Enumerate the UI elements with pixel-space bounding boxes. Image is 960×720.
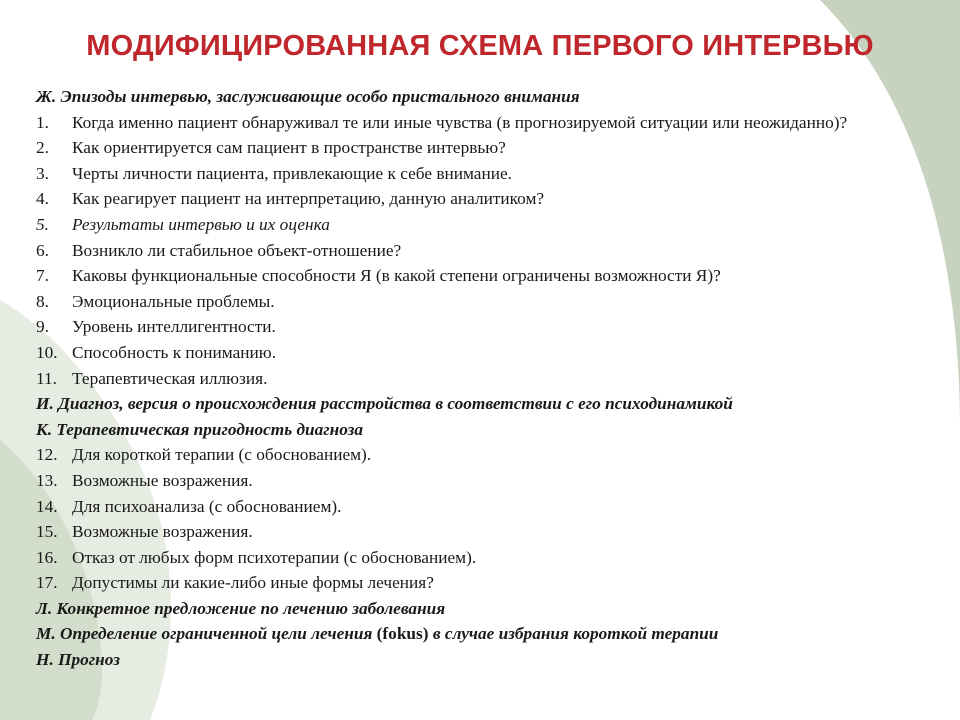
list-item-text: Допустимы ли какие-либо иные формы лечения?	[72, 573, 434, 593]
list-item-text: Возможные возражения.	[72, 470, 253, 490]
list-item-number: 4.	[36, 189, 49, 209]
section-heading-zh: Ж. Эпизоды интервью, заслуживающие особо пристального внимания	[36, 87, 580, 106]
heading-m-part-2: в случае избрания короткой терапии	[428, 624, 719, 644]
list-item-11	[36, 366, 916, 392]
list-item-number: 1.	[36, 112, 49, 132]
list-item-16	[36, 545, 916, 571]
slide-content	[36, 84, 916, 673]
list-item-9	[36, 314, 916, 340]
list-item-number: 16.	[36, 547, 58, 567]
list-item-number: 3.	[36, 163, 49, 183]
list-item-text: Результаты интервью и их оценка	[72, 214, 330, 234]
section-heading-k: К. Терапевтическая пригодность диагноза	[36, 419, 364, 439]
list-item-number: 10.	[36, 342, 58, 362]
list-item-number: 14.	[36, 496, 58, 516]
list-item-1	[36, 110, 916, 136]
list-item-17	[36, 570, 916, 596]
list-item-14	[36, 494, 916, 520]
list-item-number: 15.	[36, 522, 58, 542]
list-item-text: Каковы функциональные способности Я (в какой степени ограничены возможности Я)?	[72, 266, 721, 286]
list-item-text: Возникло ли стабильное объект-отношение?	[72, 240, 402, 260]
list-item-12	[36, 442, 916, 468]
list-item-text: Терапевтическая иллюзия.	[72, 368, 268, 388]
list-item-number: 9.	[36, 317, 49, 337]
heading-m-part-1: М. Определение ограниченной цели лечения	[36, 624, 377, 644]
slide-title: МОДИФИЦИРОВАННАЯ СХЕМА ПЕРВОГО ИНТЕРВЬЮ	[86, 30, 874, 62]
list-item-number: 6.	[36, 240, 49, 260]
list-item-text: Как реагирует пациент на интерпретацию, данную аналитиком?	[72, 189, 545, 209]
list-item-text: Когда именно пациент обнаруживал те или иные чувства (в прогнозируемой ситуации или неожиданно)?	[72, 112, 848, 132]
list-item-number: 13.	[36, 470, 58, 490]
list-item-5	[36, 212, 916, 238]
list-item-number: 7.	[36, 266, 49, 286]
list-item-text: Отказ от любых форм психотерапии (с обоснованием).	[72, 547, 477, 567]
section-heading-i: И. Диагноз, версия о происхождения расстройства в соответствии с его психодинамикой	[36, 394, 733, 414]
list-item-15	[36, 519, 916, 545]
list-item-3	[36, 161, 916, 187]
section-heading-n: Н. Прогноз	[36, 650, 120, 670]
list-item-text: Как ориентируется сам пациент в пространстве интервью?	[72, 138, 506, 158]
list-item-number: 2.	[36, 138, 49, 158]
list-item-text: Черты личности пациента, привлекающие к себе внимание.	[72, 163, 512, 183]
list-item-number: 17.	[36, 573, 58, 593]
list-item-7	[36, 263, 916, 289]
list-item-4	[36, 186, 916, 212]
list-item-number: 8.	[36, 291, 49, 311]
list-item-13	[36, 468, 916, 494]
list-item-2	[36, 135, 916, 161]
list-item-text: Для психоанализа (с обоснованием).	[72, 496, 342, 516]
list-item-8	[36, 289, 916, 315]
list-item-text: Возможные возражения.	[72, 522, 253, 542]
heading-m-fokus-term: (fokus)	[376, 624, 429, 644]
list-item-number: 11.	[36, 368, 57, 388]
section-heading-l: Л. Конкретное предложение по лечению заболевания	[36, 598, 446, 618]
list-item-10	[36, 340, 916, 366]
list-item-number: 5.	[36, 214, 49, 234]
list-item-text: Для короткой терапии (с обоснованием).	[72, 445, 372, 465]
section-heading-m	[36, 621, 916, 647]
list-item-text: Способность к пониманию.	[72, 342, 277, 362]
list-item-number: 12.	[36, 445, 58, 465]
list-item-6	[36, 238, 916, 264]
list-item-text: Эмоциональные проблемы.	[72, 291, 275, 311]
list-item-text: Уровень интеллигентности.	[72, 317, 276, 337]
